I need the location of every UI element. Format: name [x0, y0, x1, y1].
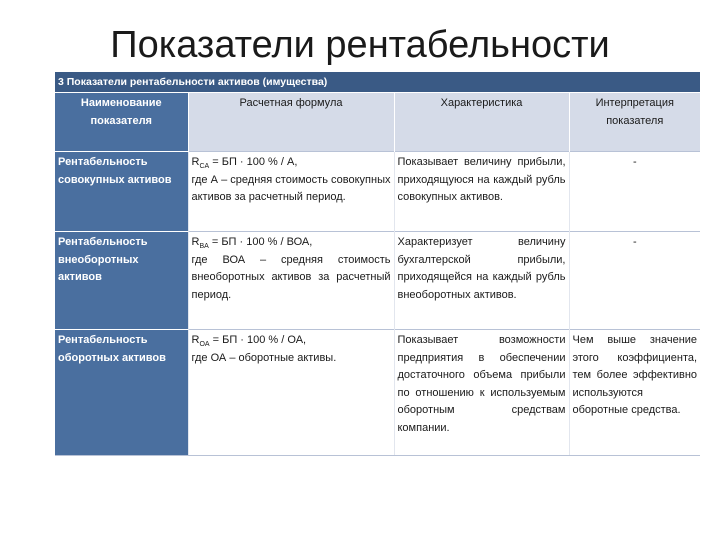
formula-expression: = БП · 100 % / ОА, [209, 334, 307, 346]
row-name: Рентабельность оборотных активов [55, 330, 188, 456]
formula-subscript: OA [199, 341, 210, 349]
formula-expression: = БП · 100 % / А, [209, 156, 298, 168]
row-name: Рентабельность совокупных активов [55, 152, 188, 232]
formula-description: где ВОА – средняя стоимость внеоборотных активов за расчетный период. [191, 253, 391, 301]
row-formula [188, 330, 394, 456]
table-caption: 3 Показатели рентабельности активов (имущества) [55, 72, 700, 93]
row-formula [188, 152, 394, 232]
row-interpretation: - [569, 152, 700, 232]
header-characteristic: Характеристика [394, 93, 569, 152]
row-interpretation: - [569, 232, 700, 330]
header-interpretation: Интерпретация показателя [569, 93, 700, 152]
formula-symbol: R [191, 334, 200, 346]
row-characteristic: Показывает величину прибыли, приходящуюся на каждый рубль совокупных активов. [394, 152, 569, 232]
row-name: Рентабельность внеоборотных активов [55, 232, 188, 330]
page-title: Показатели рентабельности [110, 24, 610, 66]
row-characteristic: Характеризует величину бухгалтерской прибыли, приходящейся на каждый рубль внеоборотных активов. [394, 232, 569, 330]
table-row [55, 330, 700, 456]
formula-symbol: R [191, 236, 200, 248]
table-row [55, 152, 700, 232]
header-formula: Расчетная формула [188, 93, 394, 152]
formula-description: где ОА – оборотные активы. [191, 351, 337, 364]
formula-expression: = БП · 100 % / ВОА, [208, 236, 313, 248]
row-interpretation: Чем выше значение этого коэффициента, тем более эффективно используются оборотные средства. [569, 330, 700, 456]
row-formula [188, 232, 394, 330]
formula-subscript: BA [199, 243, 209, 251]
table-caption-row [55, 72, 700, 93]
formula-symbol: R [191, 156, 200, 168]
formula-subscript: CA [199, 163, 210, 171]
profitability-table [55, 72, 700, 456]
table-row [55, 232, 700, 330]
header-name: Наименование показателя [55, 93, 188, 152]
formula-description: где А – средняя стоимость совокупных активов за расчетный период. [191, 173, 391, 203]
row-characteristic: Показывает возможности предприятия в обеспечении достаточного объема прибыли по отношению к используемым оборотным средствам компании. [394, 330, 569, 456]
table-header-row [55, 93, 700, 152]
